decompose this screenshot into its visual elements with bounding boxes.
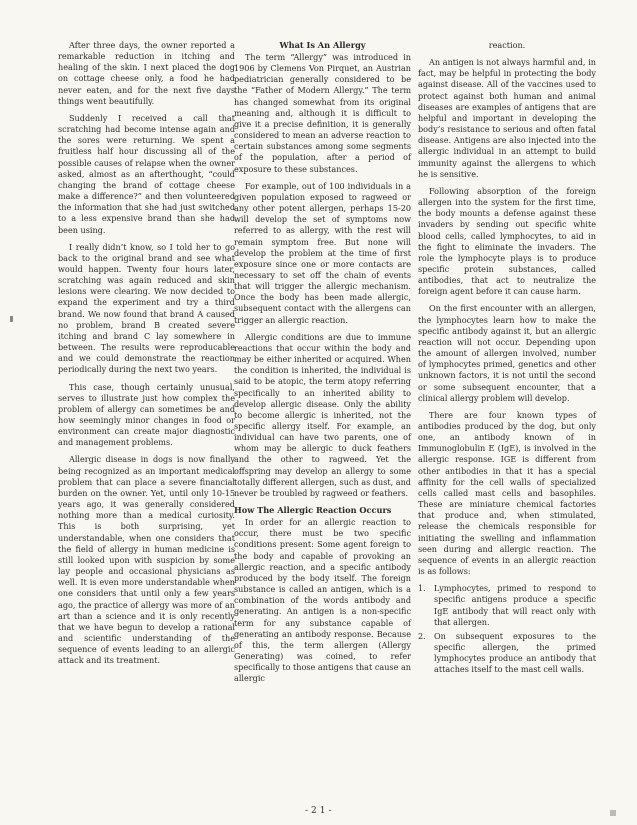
paragraph: Allergic conditions are due to immune reactions that occur within the body and may be either inherited or acquired. When the condition is inherited, the individual is said to be atopic, the term atopy referring specifically to an inherited ability to develop allergic disease. Only the ability to become allergic is inherited, not the specific allergy itself. For example, an individual can have two parents, one of whom may be allergic to duck feathers and the other to ragweed. Yet the offspring may develop an allergy to some totally different allergen, such as dust, and never be troubled by ragweed or feathers. (234, 331, 411, 498)
paragraph: On the first encounter with an allergen, the lymphocytes learn how to make the specific antibody against it, but an allergic reaction will not occur. Depending upon the amount of allergen involved, number of lymphocytes primed, genetics and other unknown factors, it is not until the second or some subsequent encounter, that a clinical allergy problem will develop. (418, 303, 596, 403)
paragraph: Suddenly I received a call that scratching had become intense again and the sores were returning. We spent a fruitless half hour discussing all of the possible causes of relapse when the owner asked, almost as an afterthought, “could changing the brand of cottage cheese make a difference?” and then volunteered the information that she had just switched to a less expensive brand than she had been using. (58, 112, 235, 235)
paragraph: Allergic disease in dogs is now finally being recognized as an important medical problem that can place a severe financial burden on the owner. Yet, until only 10-15 years ago, it was generally considered nothing more than a medical curiosity. This is both surprising, yet understandable, when one considers that the field of allergy in human medicine is still looked upon with suspicion by some lay people and occasional physicians as well. It is even more understandable when one considers that until only a few years ago, the practice of allergy was more of an art than a science and it is only recently that we have begun to develop a rational and scientific understanding of the sequence of events leading to an allergic attack and its treatment. (58, 454, 235, 666)
list-number: 2. (418, 630, 426, 641)
paragraph: reaction. (488, 40, 526, 50)
paragraph: For example, out of 100 individuals in a given population exposed to ragweed or any other potent allergen, perhaps 15-20 will develop the set of symptoms now referred to as allergy, with the rest will remain symptom free. But none will develop the problem at the time of first exposure since one or more contacts are necessary to set off the chain of events that will trigger the allergic mechanism. Once the body has been made allergic, subsequent contact with the allergens can trigger an allergic reaction. (234, 180, 411, 325)
paragraph: I really didn’t know, so I told her to go back to the original brand and see what would happen. Twenty four hours later, scratching was again reduced and skin lesions were clearing. We now decided to expand the experiment and try a third brand. We now found that brand A caused no problem, brand B created severe itching and brand C lay somewhere in between. The results were reproducable and we could demonstrate the reaction periodically during the next two years. (58, 241, 235, 375)
column-3 (418, 40, 596, 678)
list-text: On subsequent exposures to the specific allergen, the primed lymphocytes produce an antibody that attaches itself to the mast cell walls. (434, 630, 596, 675)
paragraph: This case, though certainly unusual, serves to illustrate just how complex the problem of allergy can sometimes be and how seemingly minor changes in food or environment can create major diagnostic and management problems. (58, 381, 235, 448)
reaction-sequence-list (418, 583, 596, 675)
page-number: -21- (305, 806, 335, 816)
column-1 (58, 40, 235, 672)
section-heading: How The Allergic Reaction Occurs (234, 505, 392, 516)
scan-mark (10, 316, 13, 322)
list-number: 1. (418, 583, 426, 594)
paragraph: In order for an allergic reaction to occur, there must be two specific conditions present: Some agent foreign to the body and capable of provoking an allergic reaction, and a specific antibody produced by the body itself. The foreign substance is called an antigen, which is a combination of the words antibody and generating. An antigen is a non-specific term for any substance capable of generating an antibody response. Because of this, the term allergen (Allergy Generating) was coined, to refer specifically to those antigens that cause an allergic (234, 517, 411, 684)
paragraph: There are four known types of antibodies produced by the dog, but only one, an antibody known of in Immunoglobulin E (IgE), is involved in the allergic response. IGE is different from other antibodies in that it has a special affinity for the cell walls of specialized cells called mast cells and basophiles. These are miniature chemical factories that produce and, when stimulated, release the chemicals responsible for initiating the swelling and inflammation seen during and allergic reaction. The sequence of events in an allergic reaction is as follows: (418, 409, 596, 577)
section-heading: What Is An Allergy (279, 40, 366, 50)
list-text: Lymphocytes, primed to respond to specific antigens produce a specific IgE antibody that will react only with that allergen. (434, 583, 596, 627)
paragraph: An antigen is not always harmful and, in fact, may be helpful in protecting the body against disease. All of the vaccines used to protect against both human and animal diseases are examples of antigens that are helpful and important in developing the body’s resistance to serious and often fatal disease. Antigens are also injected into the allergic individual in an attempt to build immunity against the allergens to which he is sensitive. (418, 57, 596, 179)
paragraph: The term “Allergy” was introduced in 1906 by Clemens Von Pirquet, an Austrian pediatrician generally considered to be the “Father of Modern Allergy.” The term has changed somewhat from its original meaning and, although it is difficult to give it a precise definition, it is generally considered to mean an adverse reaction to certain substances among some segments of the population, after a period of exposure to these substances. (234, 52, 411, 174)
paragraph: After three days, the owner reported a remarkable reduction in itching and healing of the skin. I next placed the dog on cottage cheese only, a food he had never eaten, and for the next five days things went beautifully. (58, 40, 235, 106)
list-item (418, 583, 596, 628)
column-2 (234, 40, 411, 690)
scan-mark (610, 810, 616, 816)
list-item (418, 631, 596, 676)
paragraph: Following absorption of the foreign allergen into the system for the first time, the body mounts a defense against these invaders by sending out specific white blood cells, called lymphocytes, to aid in the fight to eliminate the invaders. The role the lymphocyte plays is to produce specific protein substances, called antibodies, that act to neutralize the foreign agent before it can cause harm. (418, 185, 596, 297)
